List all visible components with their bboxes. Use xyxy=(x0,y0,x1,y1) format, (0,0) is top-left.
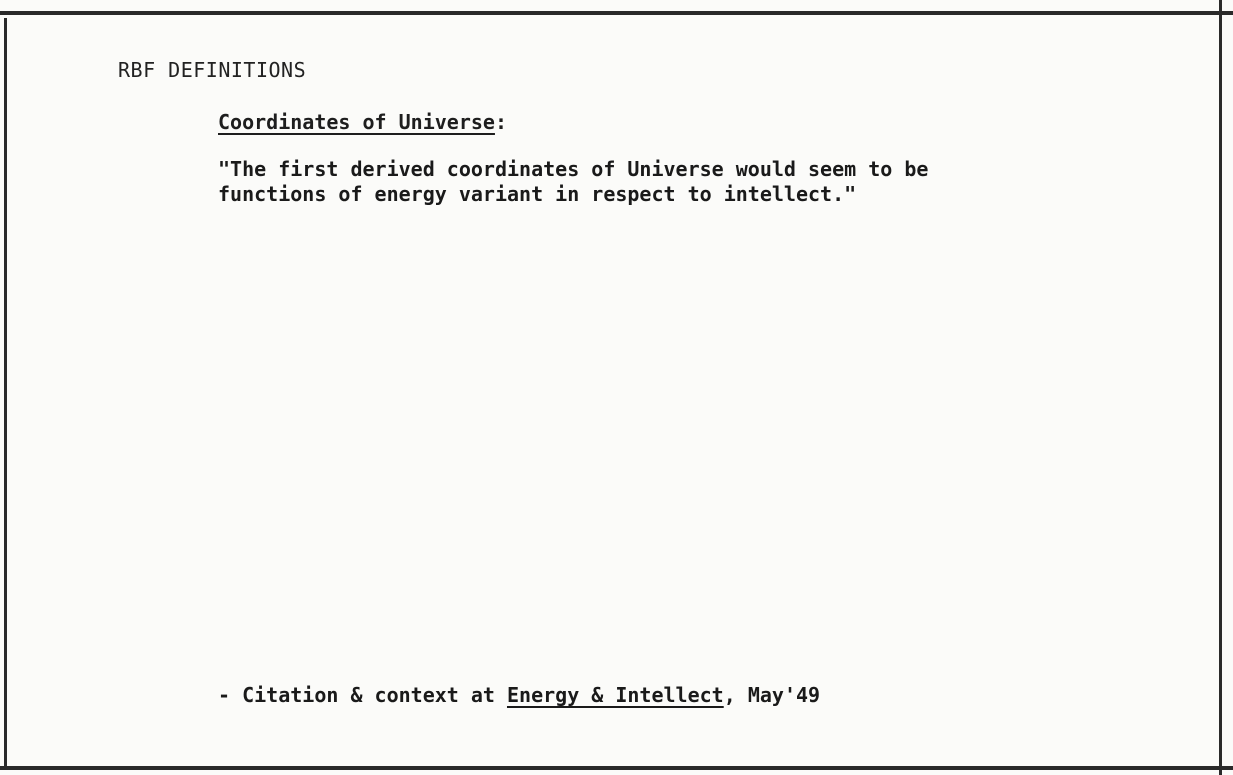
definition-term-text: Coordinates of Universe xyxy=(218,110,495,134)
definition-quote xyxy=(218,157,1118,207)
definition-term-colon: : xyxy=(494,110,507,134)
card-border-bottom xyxy=(0,766,1233,770)
citation xyxy=(218,683,820,707)
quote-line-1: "The first derived coordinates of Universe would seem to be xyxy=(218,157,929,181)
card-border-top xyxy=(0,11,1233,15)
citation-date: , May'49 xyxy=(723,683,821,707)
definition-term xyxy=(218,110,507,134)
quote-line-2: functions of energy variant in respect to intellect." xyxy=(218,182,857,206)
citation-prefix: - Citation & context at xyxy=(218,683,507,707)
card-border-left xyxy=(4,18,7,770)
card-header: RBF DEFINITIONS xyxy=(118,58,307,82)
citation-source: Energy & Intellect xyxy=(506,683,724,707)
card-border-right xyxy=(1219,0,1222,775)
